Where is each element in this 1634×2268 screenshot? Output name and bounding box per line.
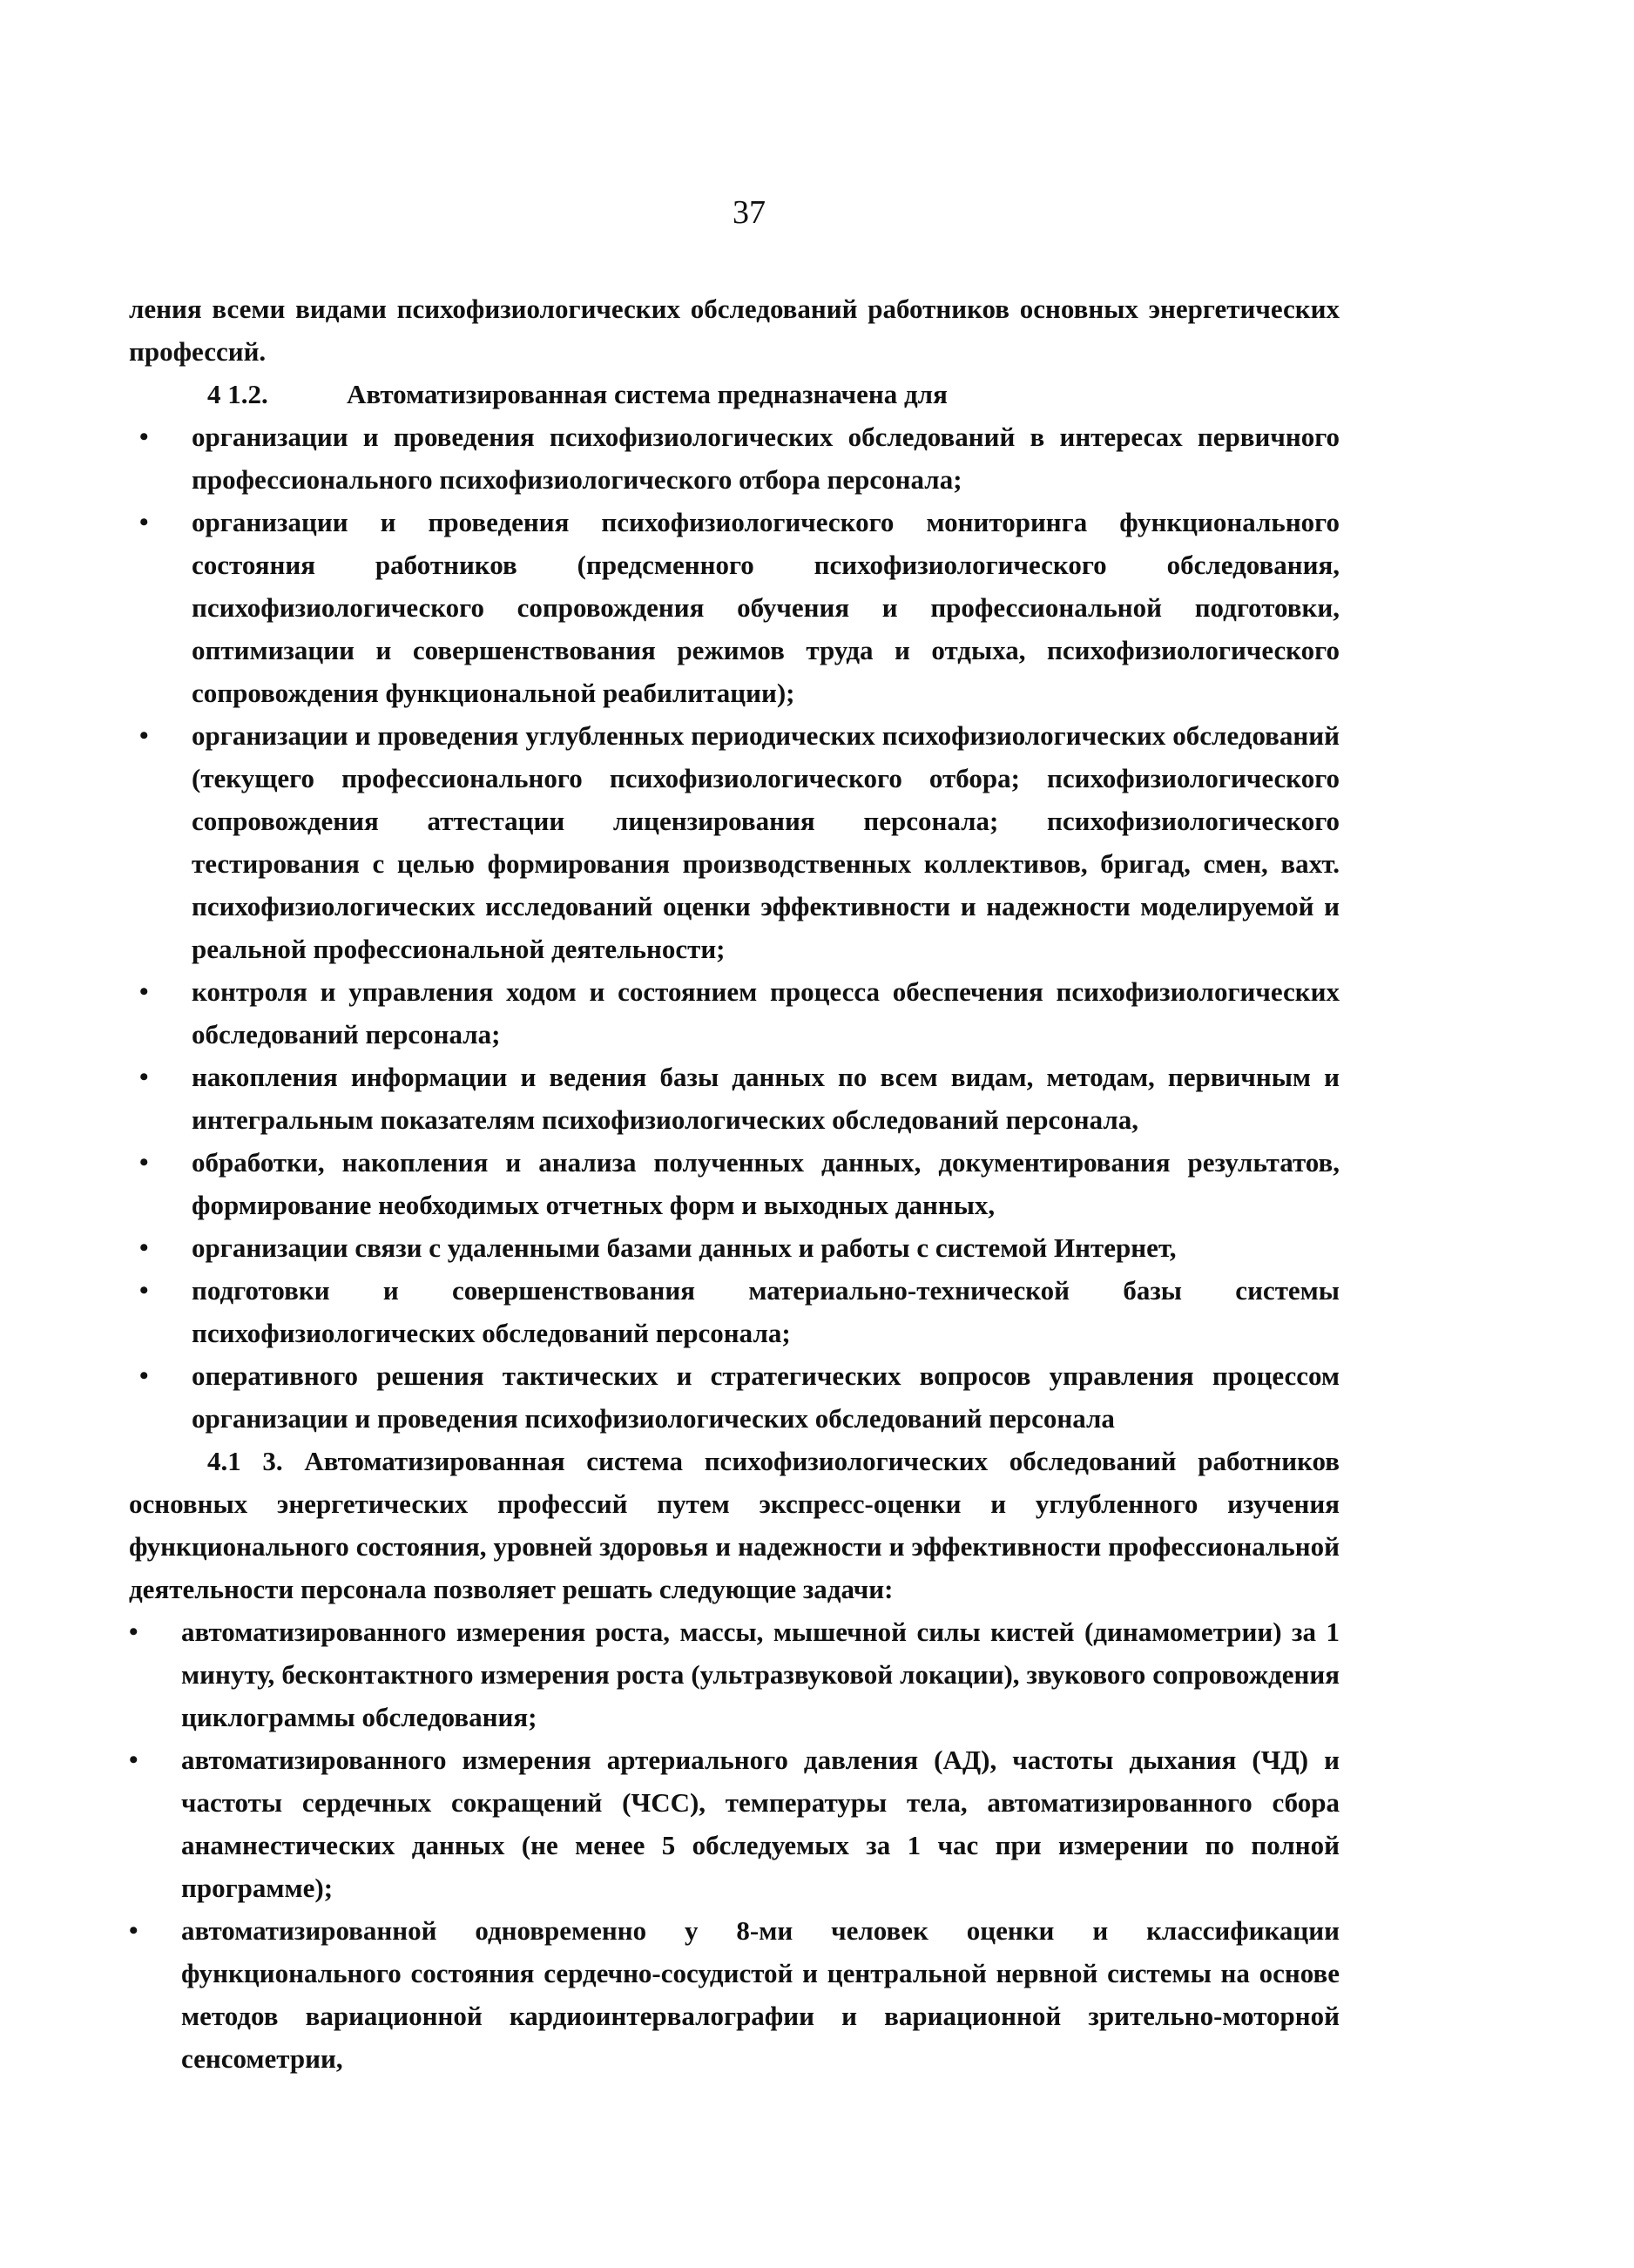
bullet-icon: •	[139, 422, 149, 451]
section-4-1-3-paragraph: 4.1 3. Автоматизированная система психофизиологических обследований работников основных энергетических профессий путем экспресс-оценки и углубленного изучения функционального состояния, уровней здоровья и надежности и эффективности профессиональной деятельности персонала позволяет решать следующие задачи:	[129, 1446, 1340, 1604]
list-item-text: обработки, накопления и анализа полученных данных, документирования результатов, формирование необходимых отчетных форм и выходных данных,	[192, 1147, 1340, 1220]
list-item-text: автоматизированного измерения роста, массы, мышечной силы кистей (динамометрии) за 1 минуту, бесконтактного измерения роста (ультразвуковой локации), звукового сопровождения циклограммы обследования;	[181, 1617, 1340, 1732]
bullet-icon: •	[129, 1745, 138, 1774]
section-4-1-2-list	[129, 415, 1340, 1440]
bullet-icon: •	[129, 1916, 138, 1945]
bullet-icon: •	[139, 1276, 149, 1305]
bullet-icon: •	[139, 1233, 149, 1262]
list-item	[129, 501, 1340, 714]
list-item-text: организации и проведения психофизиологического мониторинга функционального состояния работников (предсменного психофизиологического обследования, психофизиологического сопровождения обучения и профессиональной подготовки, оптимизации и совершенствования режимов труда и отдыха, психофизиологического сопровождения функциональной реабилитации);	[192, 507, 1340, 708]
list-item	[129, 1610, 1340, 1738]
section-4-1-3-list	[129, 1610, 1340, 2080]
list-item-text: оперативного решения тактических и стратегических вопросов управления процессом организации и проведения психофизиологических обследований персонала	[192, 1360, 1340, 1434]
section-4-1-2-heading	[129, 373, 1340, 415]
list-item	[129, 714, 1340, 970]
page-number: 37	[733, 194, 766, 231]
list-item	[129, 1354, 1340, 1440]
list-item	[129, 415, 1340, 501]
list-item-text: контроля и управления ходом и состоянием процесса обеспечения психофизиологических обследований персонала;	[192, 976, 1340, 1050]
list-item	[129, 1909, 1340, 2080]
list-item-text: организации и проведения психофизиологических обследований в интересах первичного профессионального психофизиологического отбора персонала;	[192, 422, 1340, 495]
bullet-icon: •	[139, 508, 149, 537]
bullet-icon: •	[139, 1063, 149, 1091]
bullet-icon: •	[139, 977, 149, 1006]
section-number: 4 1.2.	[207, 379, 268, 409]
list-item	[129, 970, 1340, 1056]
bullet-icon: •	[139, 1148, 149, 1177]
list-item	[129, 1269, 1340, 1354]
body-text	[129, 287, 1340, 2080]
intro-paragraph: ления всеми видами психофизиологических обследований работников основных энергетических профессий.	[129, 294, 1340, 367]
list-item-text: подготовки и совершенствования материально-технической базы системы психофизиологических обследований персонала;	[192, 1275, 1340, 1348]
list-item-text: накопления информации и ведения базы данных по всем видам, методам, первичным и интегральным показателям психофизиологических обследований персонала,	[192, 1062, 1340, 1135]
bullet-icon: •	[139, 721, 149, 750]
bullet-icon: •	[129, 1617, 138, 1646]
list-item	[129, 1141, 1340, 1226]
list-item-text: автоматизированной одновременно у 8-ми человек оценки и классификации функционального состояния сердечно-сосудистой и центральной нервной системы на основе методов вариационной кардиоинтервалографии и вариационной зрительно-моторной сенсометрии,	[181, 1915, 1340, 2074]
list-item-text: организации связи с удаленными базами данных и работы с системой Интернет,	[192, 1232, 1177, 1263]
bullet-icon: •	[139, 1361, 149, 1390]
list-item	[129, 1226, 1340, 1269]
list-item-text: автоматизированного измерения артериального давления (АД), частоты дыхания (ЧД) и частоты сердечных сокращений (ЧСС), температуры тела, автоматизированного сбора анамнестических данных (не менее 5 обследуемых за 1 час при измерении по полной программе);	[181, 1745, 1340, 1903]
list-item-text: организации и проведения углубленных периодических психофизиологических обследований (текущего профессионального психофизиологического отбора; психофизиологического сопровождения аттестации лицензирования персонала; психофизиологического тестирования с целью формирования производственных коллективов, бригад, смен, вахт. психофизиологических исследований оценки эффективности и надежности моделируемой и реальной профессиональной деятельности;	[192, 720, 1340, 964]
list-item	[129, 1738, 1340, 1909]
section-title: Автоматизированная система предназначена для	[347, 379, 948, 409]
list-item	[129, 1056, 1340, 1141]
